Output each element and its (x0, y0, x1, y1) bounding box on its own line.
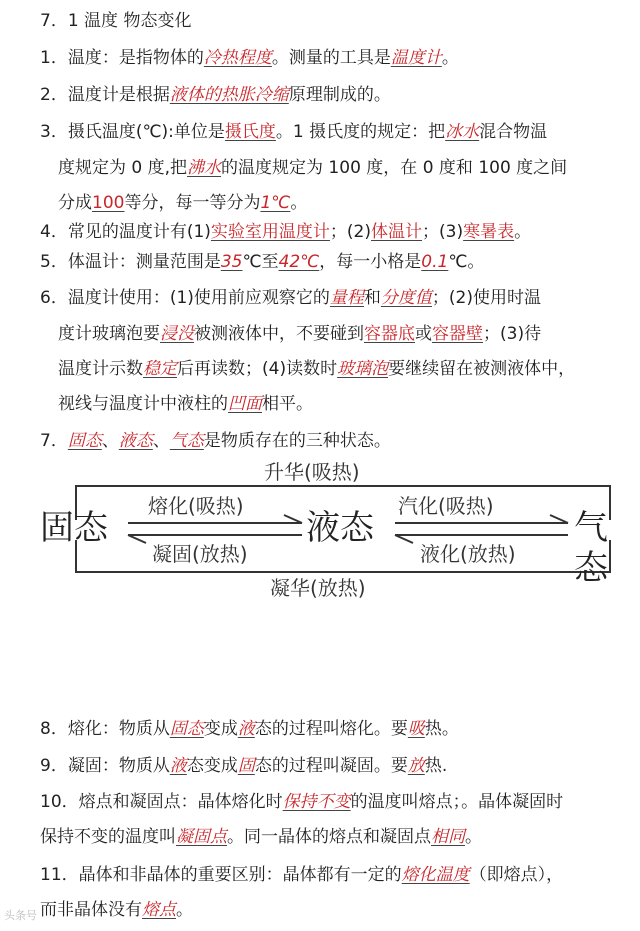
item-text: 度计玻璃泡要 (58, 324, 160, 344)
answer: 42℃ (278, 252, 320, 272)
item-text: 保持不变的温度叫 (40, 827, 176, 847)
answer: 固 (237, 756, 255, 776)
answer: 熔点 (142, 900, 176, 920)
answer: 气态 (169, 431, 204, 451)
item-text: 温度计使用：(1)使用前应观察它的 (67, 288, 330, 308)
item-text: 凝固：物质从 (67, 756, 170, 776)
item-number: 3． (40, 122, 68, 142)
item-text: （即熔点）， (469, 865, 564, 885)
item-text: ；(2) (329, 222, 372, 242)
item-text: 热。 (424, 719, 459, 739)
item-text: 。 (441, 48, 459, 68)
answer: 容器壁 (432, 324, 483, 344)
answer: 稳定 (143, 359, 177, 379)
item-text: 后再读数；(4)读数时 (177, 359, 338, 379)
item-text: ，每一小格是 (319, 252, 422, 272)
answer: 35 (220, 252, 243, 272)
item-text: 常见的温度计有(1) (67, 222, 211, 242)
item-number: 5． (40, 252, 68, 272)
item-text: 度规定为 0 度,把 (58, 158, 188, 178)
answer: 凹面 (228, 394, 262, 414)
answer: 0.1 (421, 252, 449, 272)
item-text: 。测量的工具是 (271, 48, 391, 68)
item-text: 熔化：物质从 (67, 719, 170, 739)
item-text: 。 (176, 900, 193, 920)
item-text: 。 (290, 193, 308, 213)
item-text: 的温度规定为 100 度，在 0 度和 100 度之间 (221, 158, 568, 178)
liquid-state-label: 液态 (306, 508, 374, 548)
item-11 (40, 864, 563, 886)
answer: 放 (407, 756, 425, 776)
item-number: 7． (40, 431, 68, 451)
item-text: 温度计是根据 (67, 85, 170, 105)
answer: 体温计 (371, 222, 423, 242)
answer: 实验室用温度计 (210, 222, 330, 242)
item-text: 原理制成的。 (288, 85, 391, 105)
item-number: 1． (40, 48, 68, 68)
sublimation-label: 升华(吸热) (264, 460, 360, 484)
melt-arrowhead (284, 515, 302, 523)
separator: 、 (101, 431, 119, 451)
answer: 冷热程度 (203, 48, 272, 68)
freeze-label: 凝固(放热) (152, 542, 248, 566)
answer: 液 (237, 719, 255, 739)
item-text: 态的过程叫熔化。要 (254, 719, 408, 739)
item-11-line-2 (40, 899, 193, 921)
answer: 分度值 (380, 288, 432, 308)
item-text: 。1 摄氏度的规定：把 (275, 122, 446, 142)
item-number: 10． (40, 792, 79, 812)
answer: 量程 (329, 288, 364, 308)
item-text: 态变成 (186, 756, 238, 776)
answer: 玻璃泡 (337, 359, 389, 379)
item-text: 温度计示数 (58, 359, 143, 379)
item-text: 。 (465, 827, 482, 847)
item-text: 要继续留在被测液体中， (388, 359, 576, 379)
answer: 液 (169, 756, 187, 776)
item-number: 2． (40, 85, 68, 105)
vaporize-label: 汽化(吸热) (398, 494, 494, 518)
item-9 (40, 755, 447, 777)
answer: 寒暑表 (463, 222, 515, 242)
vaporize-arrowhead (550, 515, 568, 523)
item-10-line-2 (40, 826, 482, 848)
item-text: 温度：是指物体的 (67, 48, 204, 68)
item-text: 的温度叫熔点；。晶体凝固时 (350, 792, 564, 812)
item-8 (40, 718, 459, 740)
answer: 沸水 (187, 158, 222, 178)
answer: 温度计 (390, 48, 442, 68)
answer: 相同 (431, 827, 465, 847)
item-text: 分成 (58, 193, 92, 213)
item-text: 热. (424, 756, 448, 776)
liquefy-arrowhead (395, 535, 413, 543)
freeze-arrowhead (128, 535, 146, 543)
item-text: 变成 (203, 719, 238, 739)
desublimation-label: 凝华(放热) (270, 576, 366, 600)
answer: 1℃ (260, 193, 291, 213)
item-number: 9． (40, 756, 68, 776)
answer: 凝固点 (176, 827, 227, 847)
answer: 容器底 (364, 324, 415, 344)
item-text: 。 (514, 222, 532, 242)
item-text: 被测液体中，不要碰到 (194, 324, 364, 344)
item-text: 体温计：测量范围是 (67, 252, 221, 272)
answer: 保持不变 (282, 792, 351, 812)
item-text: 态的过程叫凝固。要 (254, 756, 408, 776)
answer: 熔化温度 (401, 865, 470, 885)
answer: 100 (92, 193, 125, 213)
item-text: 相平。 (262, 394, 313, 414)
item-text: 和 (363, 288, 381, 308)
item-number: 6． (40, 288, 68, 308)
item-text: 是物质存在的三种状态。 (203, 431, 391, 451)
item-text: ℃。 (448, 252, 485, 272)
gas-state-label: 气态 (574, 508, 608, 588)
melt-label: 熔化(吸热) (148, 494, 244, 518)
answer: 摄氏度 (224, 122, 276, 142)
item-number: 4． (40, 222, 68, 242)
answer: 液态 (118, 431, 153, 451)
item-text: ℃至 (242, 252, 279, 272)
item-text: 混合物温 (479, 122, 548, 142)
solid-state-label: 固态 (40, 508, 108, 548)
item-text: 。同一晶体的熔点和凝固点 (227, 827, 431, 847)
item-text: 视线与温度计中液柱的 (58, 394, 228, 414)
item-text: 而非晶体没有 (40, 900, 142, 920)
item-text: 晶体和非晶体的重要区别：晶体都有一定的 (78, 865, 402, 885)
item-text: 熔点和凝固点：晶体熔化时 (78, 792, 283, 812)
item-number: 11． (40, 865, 79, 885)
answer: 固态 (67, 431, 102, 451)
watermark: 头条号 (4, 909, 37, 922)
item-text: 摄氏温度(℃):单位是 (67, 122, 225, 142)
section-title: 7．1 温度 物态变化 (40, 11, 192, 31)
answer: 浸没 (160, 324, 194, 344)
item-text: ；(3) (422, 222, 464, 242)
separator: 、 (152, 431, 170, 451)
item-text: 或 (415, 324, 432, 344)
item-number: 8． (40, 719, 68, 739)
answer: 固态 (169, 719, 204, 739)
answer: 液体的热胀冷缩 (169, 85, 289, 105)
answer: 冰水 (445, 122, 480, 142)
item-text: ；(3)待 (483, 324, 542, 344)
item-text: 等分，每一等分为 (124, 193, 261, 213)
item-10 (40, 791, 563, 813)
answer: 吸 (407, 719, 425, 739)
item-text: ；(2)使用时温 (431, 288, 542, 308)
liquefy-label: 液化(放热) (420, 542, 516, 566)
